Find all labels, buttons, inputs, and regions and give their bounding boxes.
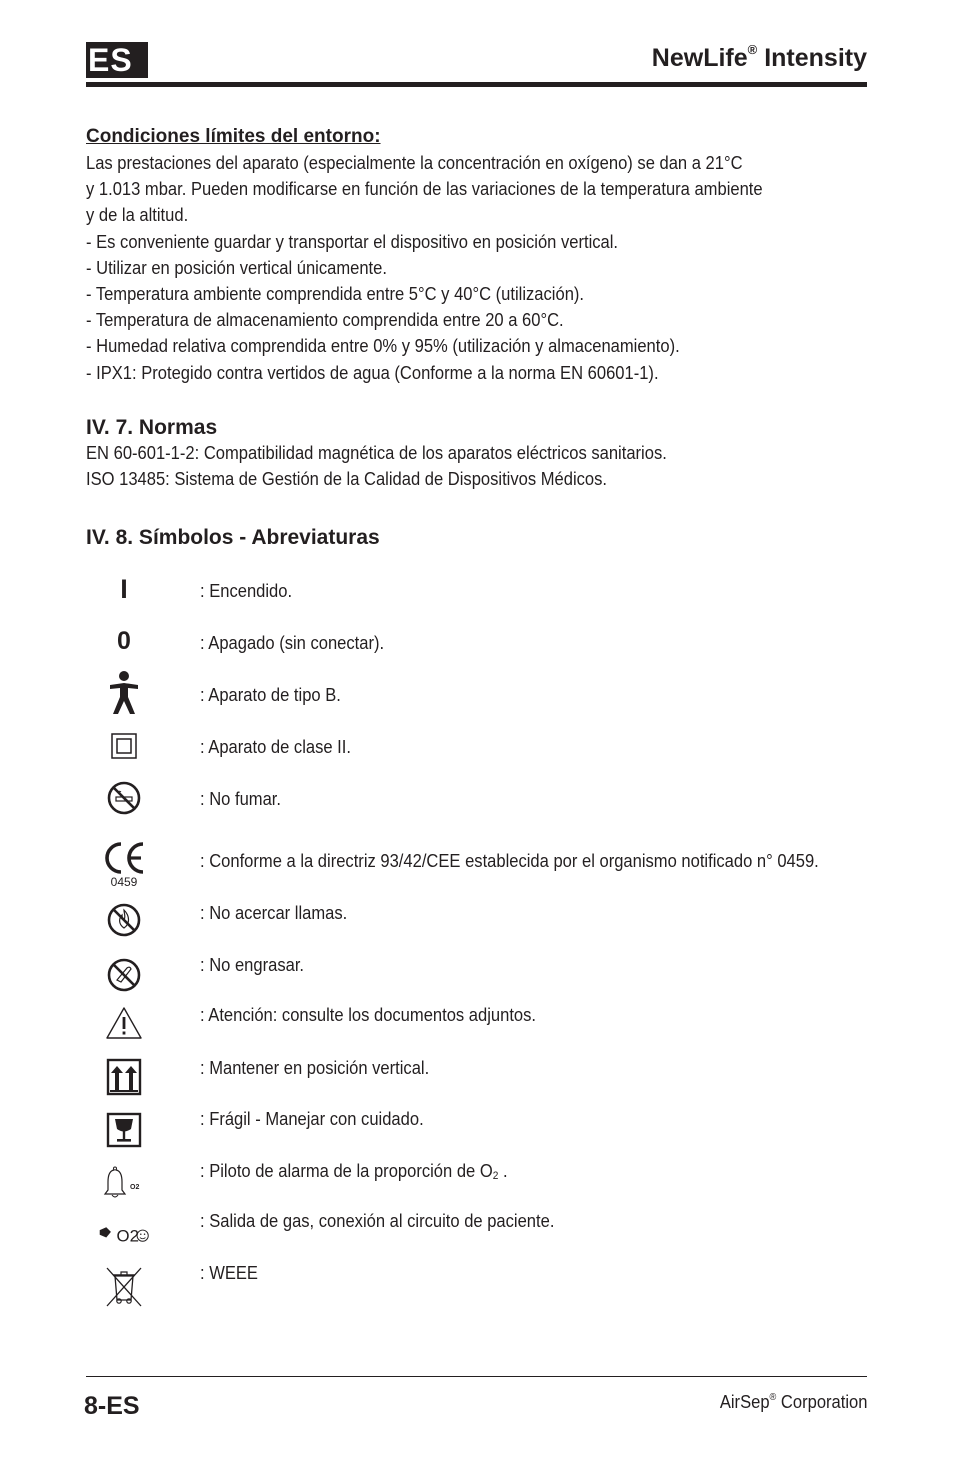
symbol-description: : Frágil - Manejar con cuidado. [200, 1109, 424, 1129]
symbol-row [86, 628, 886, 668]
symbol-row [86, 1109, 886, 1152]
symbol-row [86, 1263, 886, 1310]
symbol-description: : Piloto de alarma de la proporción de O2 . [200, 1161, 508, 1182]
power-on-icon: I [120, 574, 128, 604]
symbol-description: : Mantener en posición vertical. [200, 1058, 430, 1078]
environment-section [86, 126, 876, 386]
symbol-row [86, 900, 886, 940]
environment-line: - Temperatura de almacenamiento comprendida entre 20 a 60°C. [86, 310, 564, 331]
symbols-section [86, 526, 876, 550]
symbol-row [86, 576, 886, 616]
norms-line: EN 60-601-1-2: Compatibilidad magnética de los aparatos eléctricos sanitarios. [86, 443, 667, 463]
no-open-flame-icon [96, 900, 152, 944]
symbol-description: : Atención: consulte los documentos adjuntos. [200, 1005, 537, 1025]
environment-line: y de la altitud. [86, 205, 189, 226]
symbol-description: : Apagado (sin conectar). [200, 633, 385, 653]
symbol-description: : No acercar llamas. [200, 903, 348, 923]
page-number: 8-ES [84, 1392, 140, 1420]
symbol-row [86, 732, 886, 772]
symbol-row [86, 954, 886, 994]
symbol-description: : WEEE [200, 1263, 258, 1283]
this-way-up-icon [96, 1058, 152, 1102]
symbol-row [86, 670, 886, 710]
fragile-icon [96, 1112, 152, 1156]
language-badge: ES [86, 42, 148, 78]
symbol-description: : Encendido. [200, 581, 293, 601]
norms-line: ISO 13485: Sistema de Gestión de la Calidad de Dispositivos Médicos. [86, 469, 607, 490]
symbol-row [86, 838, 886, 892]
symbol-row [86, 780, 886, 820]
norms-section [86, 416, 876, 492]
environment-line: - Es conveniente guardar y transportar el dispositivo en posición vertical. [86, 231, 619, 252]
symbol-description: : No fumar. [200, 789, 281, 809]
symbol-description: : No engrasar. [200, 955, 305, 975]
environment-line: Las prestaciones del aparato (especialmente la concentración en oxígeno) se dan a 21°C [86, 153, 743, 173]
symbol-row [86, 1161, 886, 1204]
type-b-person-icon [96, 670, 152, 714]
company-name: AirSep® Corporation [719, 1392, 867, 1412]
weee-bin-icon [96, 1266, 152, 1310]
header-rule [86, 82, 867, 87]
o2-alarm-bell-icon [96, 1164, 152, 1208]
environment-line: - Utilizar en posición vertical únicamente. [86, 257, 387, 278]
environment-line: - Temperatura ambiente comprendida entre 5°C y 40°C (utilización). [86, 284, 585, 305]
gas-outlet-icon [96, 1214, 152, 1258]
no-smoking-icon [96, 780, 152, 824]
environment-line: - IPX1: Protegido contra vertidos de agua (Conforme a la norma EN 60601-1). [86, 362, 659, 383]
symbol-description: : Conforme a la directriz 93/42/CEE establecida por el organismo notificado n° 0459. [200, 851, 819, 871]
symbol-row [86, 1058, 886, 1098]
footer-rule [86, 1376, 867, 1377]
symbol-description: : Salida de gas, conexión al circuito de paciente. [200, 1211, 555, 1231]
symbol-row [86, 1005, 886, 1045]
no-grease-icon [96, 954, 152, 998]
gas-outlet-o2-label: O2 [116, 1226, 139, 1246]
symbol-description: : Aparato de tipo B. [200, 685, 341, 705]
symbol-row [86, 1211, 886, 1254]
alarm-o2-label: O2 [130, 1184, 140, 1191]
product-title: NewLife® Intensity [651, 42, 867, 72]
ce-mark-icon [96, 838, 152, 892]
class-ii-icon [96, 732, 152, 776]
environment-line: y 1.013 mbar. Pueden modificarse en función de las variaciones de la temperatura ambiente [86, 179, 763, 200]
warning-triangle-icon [96, 1005, 152, 1049]
environment-line: - Humedad relativa comprendida entre 0% y 95% (utilización y almacenamiento). [86, 336, 680, 357]
ce-notified-body-number: 0459 [110, 875, 138, 889]
power-off-icon: 0 [117, 627, 131, 655]
symbols-heading: IV. 8. Símbolos - Abreviaturas [86, 526, 380, 549]
environment-heading: Condiciones límites del entorno: [86, 126, 381, 147]
norms-heading: IV. 7. Normas [86, 416, 218, 439]
symbol-description: : Aparato de clase II. [200, 737, 351, 757]
